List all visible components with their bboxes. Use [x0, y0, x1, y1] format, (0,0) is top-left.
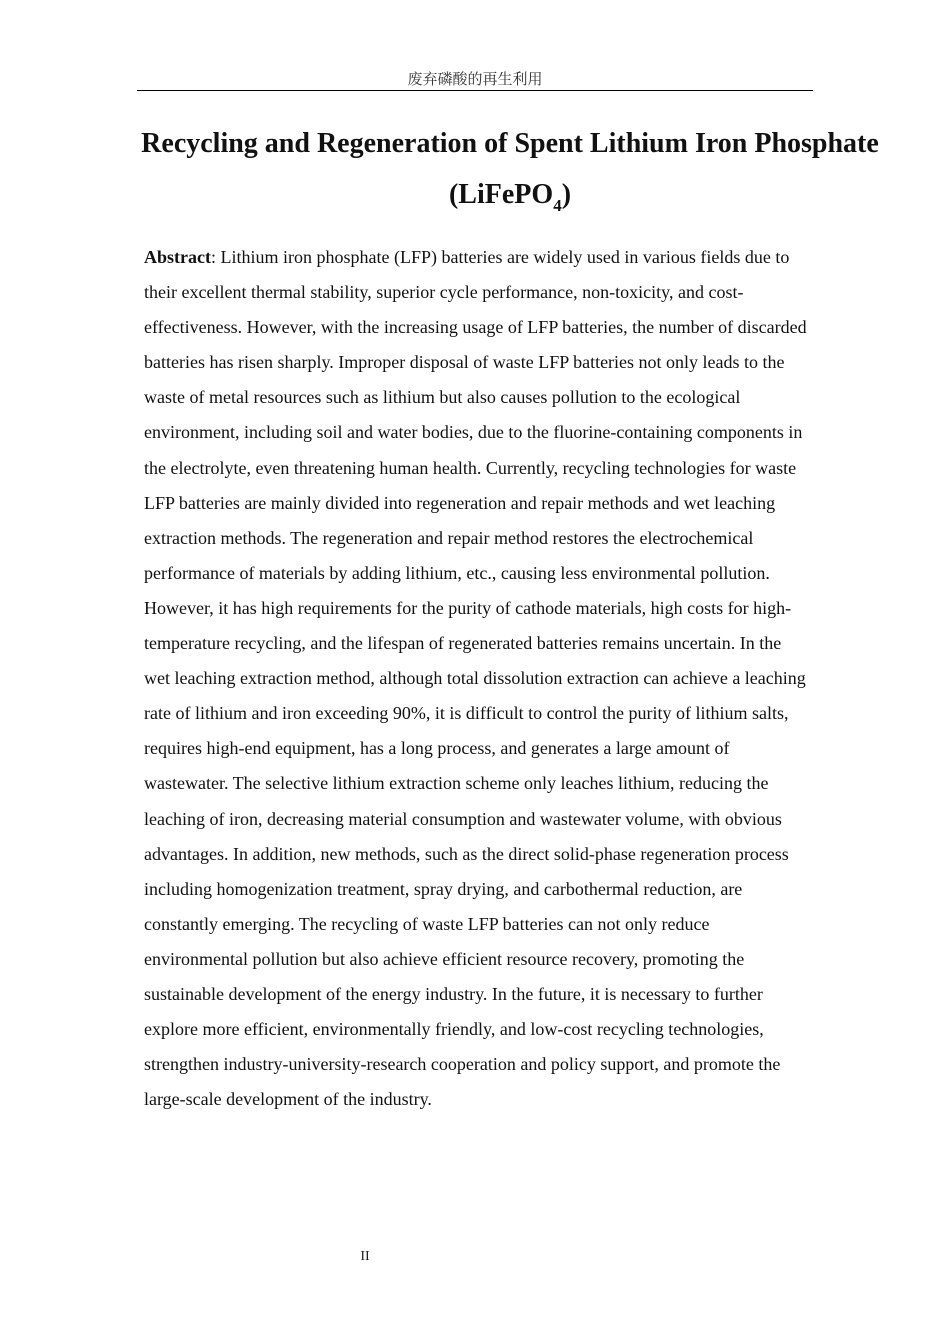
page-number: II [360, 1249, 370, 1264]
abstract-separator: : [210, 247, 221, 267]
title-subscript: 4 [553, 196, 562, 215]
document-title [140, 118, 880, 220]
abstract-text: Lithium iron phosphate (LFP) batteries are widely used in various fields due to their excellent thermal stability, superior cycle performance, non-toxicity, and cost-effectiveness. However, with the increasing usage of LFP batteries, the number of discarded batteries has risen sharply. Improper disposal of waste LFP batteries not only leads to the waste of metal resources such as lithium but also causes pollution to the ecological environment, including soil and water bodies, due to the fluorine-containing components in the electrolyte, even threatening human health. Currently, recycling technologies for waste LFP batteries are mainly divided into regeneration and repair methods and wet leaching extraction methods. The regeneration and repair method restores the electrochemical performance of materials by adding lithium, etc., causing less environmental pollution. However, it has high requirements for the purity of cathode materials, high costs for high-temperature recycling, and the lifespan of regenerated batteries remains uncertain. In the wet leaching extraction method, although total dissolution extraction can achieve a leaching rate of lithium and iron exceeding 90%, it is difficult to control the purity of lithium salts, requires high-end equipment, has a long process, and generates a large amount of wastewater. The selective lithium extraction scheme only leaches lithium, reducing the leaching of iron, decreasing material consumption and wastewater volume, with obvious advantages. In addition, new methods, such as the direct solid-phase regeneration process including homogenization treatment, spray drying, and carbothermal reduction, are constantly emerging. The recycling of waste LFP batteries can not only reduce environmental pollution but also achieve efficient resource recovery, promoting the sustainable development of the energy industry. In the future, it is necessary to further explore more efficient, environmentally friendly, and low-cost recycling technologies, strengthen industry-university-research cooperation and policy support, and promote the large-scale development of the industry. [144, 247, 807, 1110]
title-main-text: Recycling and Regeneration of Spent Lithium Iron Phosphate (LiFePO [141, 128, 879, 210]
running-header: 废弃磷酸的再生利用 [407, 70, 543, 88]
abstract-label: Abstract [144, 247, 211, 267]
title-closing-paren: ) [561, 179, 572, 210]
abstract-paragraph [144, 240, 810, 1117]
header-rule [137, 90, 813, 91]
